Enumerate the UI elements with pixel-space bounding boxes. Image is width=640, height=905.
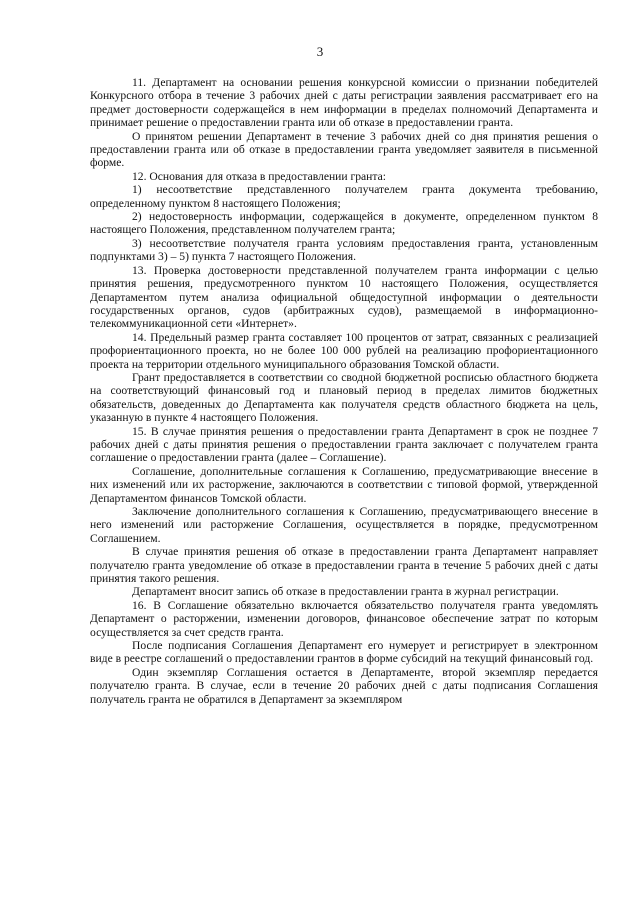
paragraph-11: 11. Департамент на основании решения конкурсной комиссии о признании победителей Конкурсного отбора в течение 3 рабочих дней с даты регистрации заявления рассматривает его на предмет достоверности содержащейся в нем информации в пределах полномочий Департамента и принимает решение о предоставлении гранта или об отказе в предоставлении гранта. — [90, 76, 598, 130]
document-body — [90, 76, 598, 706]
paragraph-12-item-2: 2) недостоверность информации, содержащейся в документе, определенном пунктом 8 настоящего Положения, представленном получателем гранта; — [90, 210, 598, 237]
paragraph-15-additional: Заключение дополнительного соглашения к Соглашению, предусматривающего внесение в него изменений или расторжение Соглашения, осуществляется в порядке, предусмотренном Соглашением. — [90, 505, 598, 545]
paragraph-12-item-1: 1) несоответствие представленного получателем гранта документа требованию, определенному пунктом 8 настоящего Положения; — [90, 183, 598, 210]
paragraph-16-registry: После подписания Соглашения Департамент его нумерует и регистрирует в электронном виде в реестре соглашений о предоставлении грантов в форме субсидий на текущий финансовый год. — [90, 639, 598, 666]
paragraph-15: 15. В случае принятия решения о предоставлении гранта Департамент в срок не позднее 7 рабочих дней с даты принятия решения о предоставлении гранта заключает с получателем гранта соглашение о предоставлении гранта (далее – Соглашение). — [90, 424, 598, 465]
paragraph-16-copies: Один экземпляр Соглашения остается в Департаменте, второй экземпляр передается получателю гранта. В случае, если в течение 20 рабочих дней с даты подписания Соглашения получатель гранта не обратился в Департамент за экземпляром — [90, 665, 598, 706]
paragraph-12: 12. Основания для отказа в предоставлении гранта: — [132, 169, 386, 183]
paragraph-16: 16. В Соглашение обязательно включается обязательство получателя гранта уведомлять Департамент о расторжении, изменении договоров, финансовое обеспечение затрат по которым осуществляется за счет средств гранта. — [90, 598, 598, 639]
paragraph-13: 13. Проверка достоверности представленной получателем гранта информации с целью принятия решения, предусмотренного пунктом 10 настоящего Положения, осуществляется Департаментом путем анализа официальной общедоступной информации о деятельности государственных органов, судов (арбитражных судов), размещаемой в информационно-телекоммуникационной сети «Интернет». — [90, 263, 598, 331]
paragraph-15-refusal: В случае принятия решения об отказе в предоставлении гранта Департамент направляет получателю гранта уведомление об отказе в предоставлении гранта в течение 5 рабочих дней с даты принятия такого решения. — [90, 545, 598, 586]
paragraph-14-budget: Грант предоставляется в соответствии со сводной бюджетной росписью областного бюджета на соответствующий финансовый год и плановый период в пределах лимитов бюджетных обязательств, доведенных до Департамента как получателя средств областного бюджета на цель, указанную в пункте 4 настоящего Положения. — [90, 370, 598, 425]
paragraph-decision-notice: О принятом решении Департамент в течение 3 рабочих дней со дня принятия решения о предоставлении гранта или об отказе в предоставлении гранта уведомляет заявителя в письменной форме. — [90, 129, 598, 170]
paragraph-14: 14. Предельный размер гранта составляет 100 процентов от затрат, связанных с реализацией профориентационного проекта, но не более 100 000 рублей на реализацию профориентационного проекта на территории отдельного муниципального образования Томской области. — [90, 330, 598, 371]
paragraph-15-agreements: Соглашение, дополнительные соглашения к Соглашению, предусматривающие внесение в них изменений или их расторжение, заключаются в соответствии с типовой формой, утвержденной Департаментом финансов Томской области. — [90, 464, 598, 505]
paragraph-12-item-3: 3) несоответствие получателя гранта условиям предоставления гранта, установленным подпунктами 3) – 5) пункта 7 настоящего Положения. — [90, 236, 598, 264]
paragraph-15-journal: Департамент вносит запись об отказе в предоставлении гранта в журнал регистрации. — [132, 585, 559, 599]
page-number: 3 — [316, 44, 324, 59]
